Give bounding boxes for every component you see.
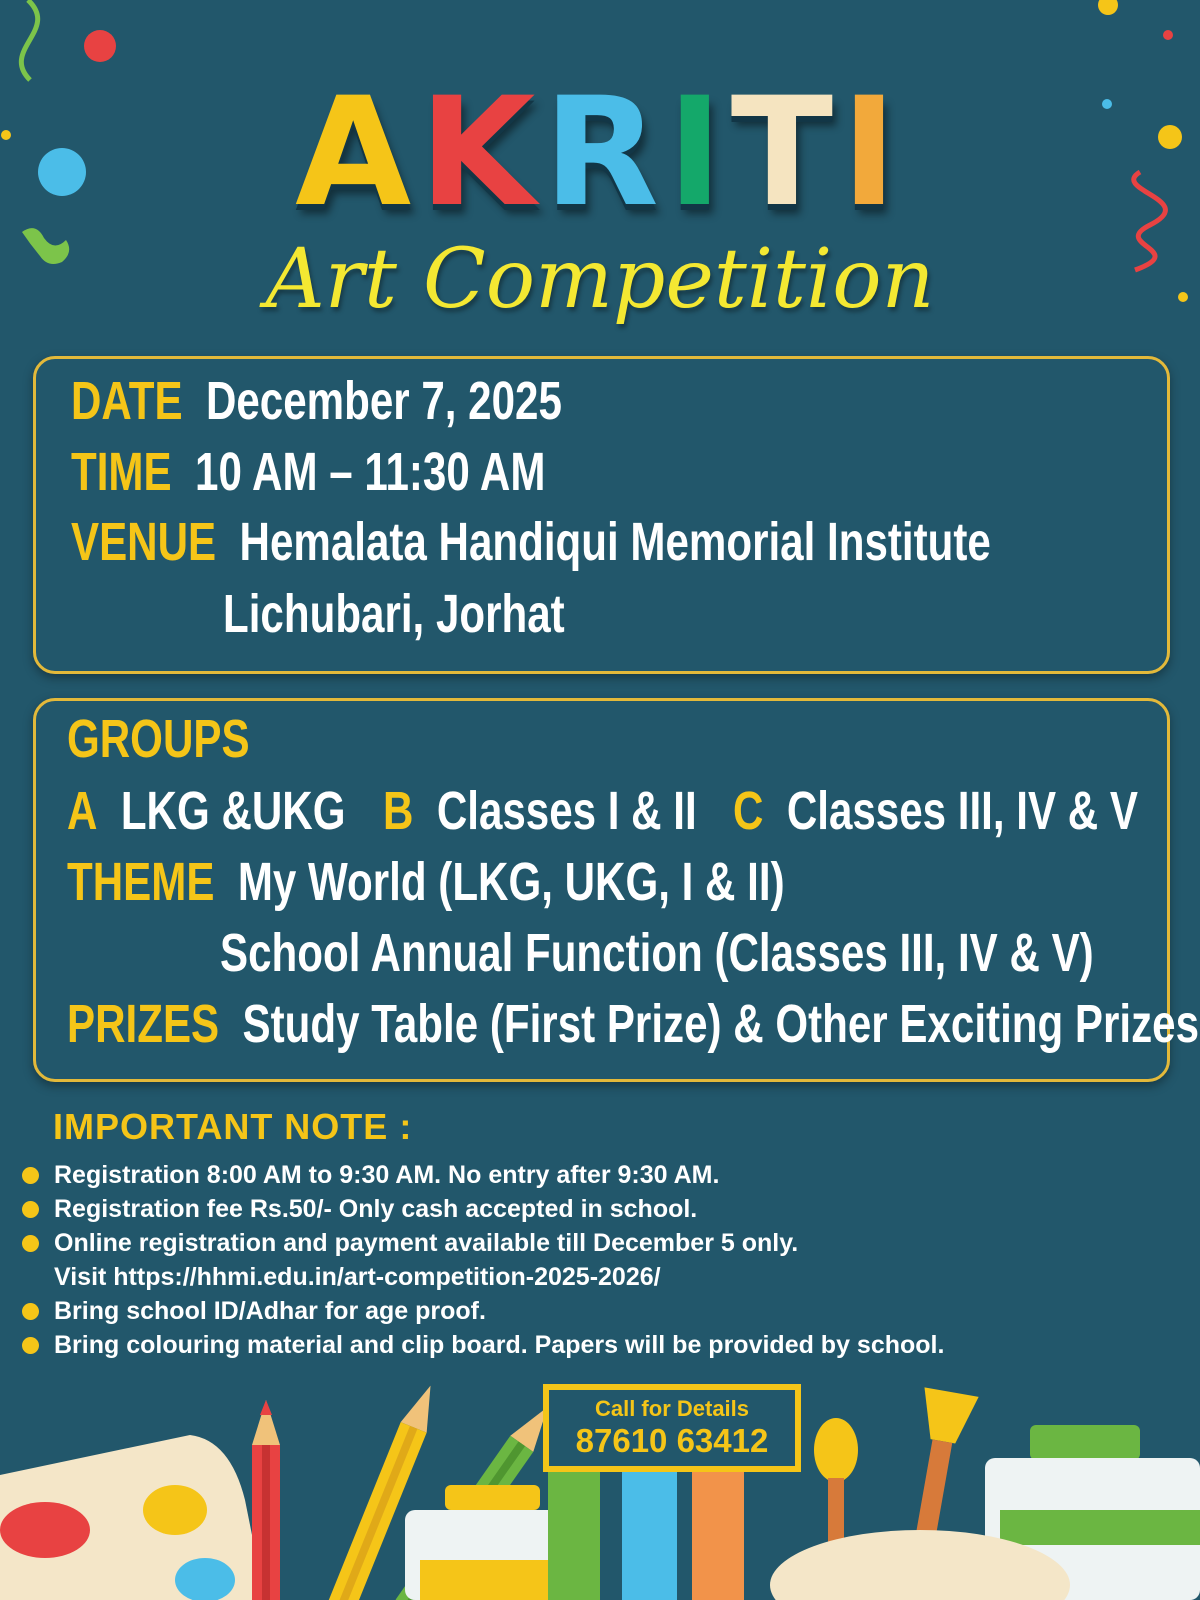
groups-heading: GROUPS [67,709,250,769]
event-subtitle: Art Competition [265,232,935,327]
orange-crayon-icon [692,1462,744,1600]
note-item-continued [20,1260,1180,1294]
notes-list [20,1158,1180,1362]
prizes-row [67,994,1199,1054]
note-item: Bring school ID/Adhar for age proof. [20,1294,1180,1328]
group-c [733,781,1138,841]
theme-line2: School Annual Function (Classes III, IV & V) [220,923,1094,983]
title-letter: R [543,66,667,240]
call-for-details-box[interactable] [543,1384,801,1472]
bullet-icon [22,1235,39,1252]
group-a-letter: A [67,781,98,841]
note-item: Bring colouring material and clip board. Papers will be provided by school. [20,1328,1180,1362]
venue-line1: Hemalata Handiqui Memorial Institute [239,512,991,572]
group-b-classes: Classes I & II [436,781,697,841]
note-item: Registration 8:00 AM to 9:30 AM. No entry after 9:30 AM. [20,1158,1180,1192]
time-label: TIME [71,442,172,502]
note-item: Online registration and payment available till December 5 only. [20,1226,1180,1260]
phone-number[interactable]: 87610 63412 [575,1422,769,1459]
website-link[interactable]: Visit https://hhmi.edu.in/art-competition-2025-2026/ [54,1263,661,1291]
theme-line1: My World (LKG, UKG, I & II) [237,852,785,912]
group-a-classes: LKG &UKG [120,781,346,841]
blue-crayon-icon [622,1452,677,1600]
group-b-letter: B [383,781,414,841]
title-letter: K [419,66,544,240]
call-label: Call for Details [594,1396,750,1421]
theme-row-2 [220,923,1094,983]
bullet-icon [22,1167,39,1184]
title-letter: I [666,66,731,240]
green-crayon-icon [548,1458,600,1600]
venue-label: VENUE [71,512,217,572]
group-c-classes: Classes III, IV & V [786,781,1139,841]
date-value: December 7, 2025 [205,371,562,431]
bullet-icon [22,1337,39,1354]
title-letter: I [841,66,905,240]
group-a [67,781,345,841]
venue-line2: Lichubari, Jorhat [223,584,565,644]
group-c-letter: C [733,781,764,841]
time-row [71,442,545,502]
venue-row-2 [223,584,565,644]
note-item: Registration fee Rs.50/- Only cash accepted in school. [20,1192,1180,1226]
red-pencil-icon [252,1400,280,1600]
time-value: 10 AM – 11:30 AM [195,442,546,502]
important-note-heading: IMPORTANT NOTE : [53,1106,413,1147]
competition-info-box [33,698,1200,1082]
date-label: DATE [71,371,183,431]
event-details-box [33,356,1170,674]
prizes-value: Study Table (First Prize) & Other Exciting Prizes [242,994,1200,1054]
theme-row [67,852,785,912]
title-letter: T [730,66,842,240]
bullet-icon [22,1303,39,1320]
venue-row [71,512,991,572]
group-b [383,781,697,841]
date-row [71,371,562,431]
title-letter: A [295,66,420,240]
bullet-icon [22,1201,39,1218]
prizes-label: PRIZES [67,994,220,1054]
paint-palette-icon [0,1435,265,1600]
theme-label: THEME [67,852,215,912]
event-title [0,66,1200,240]
